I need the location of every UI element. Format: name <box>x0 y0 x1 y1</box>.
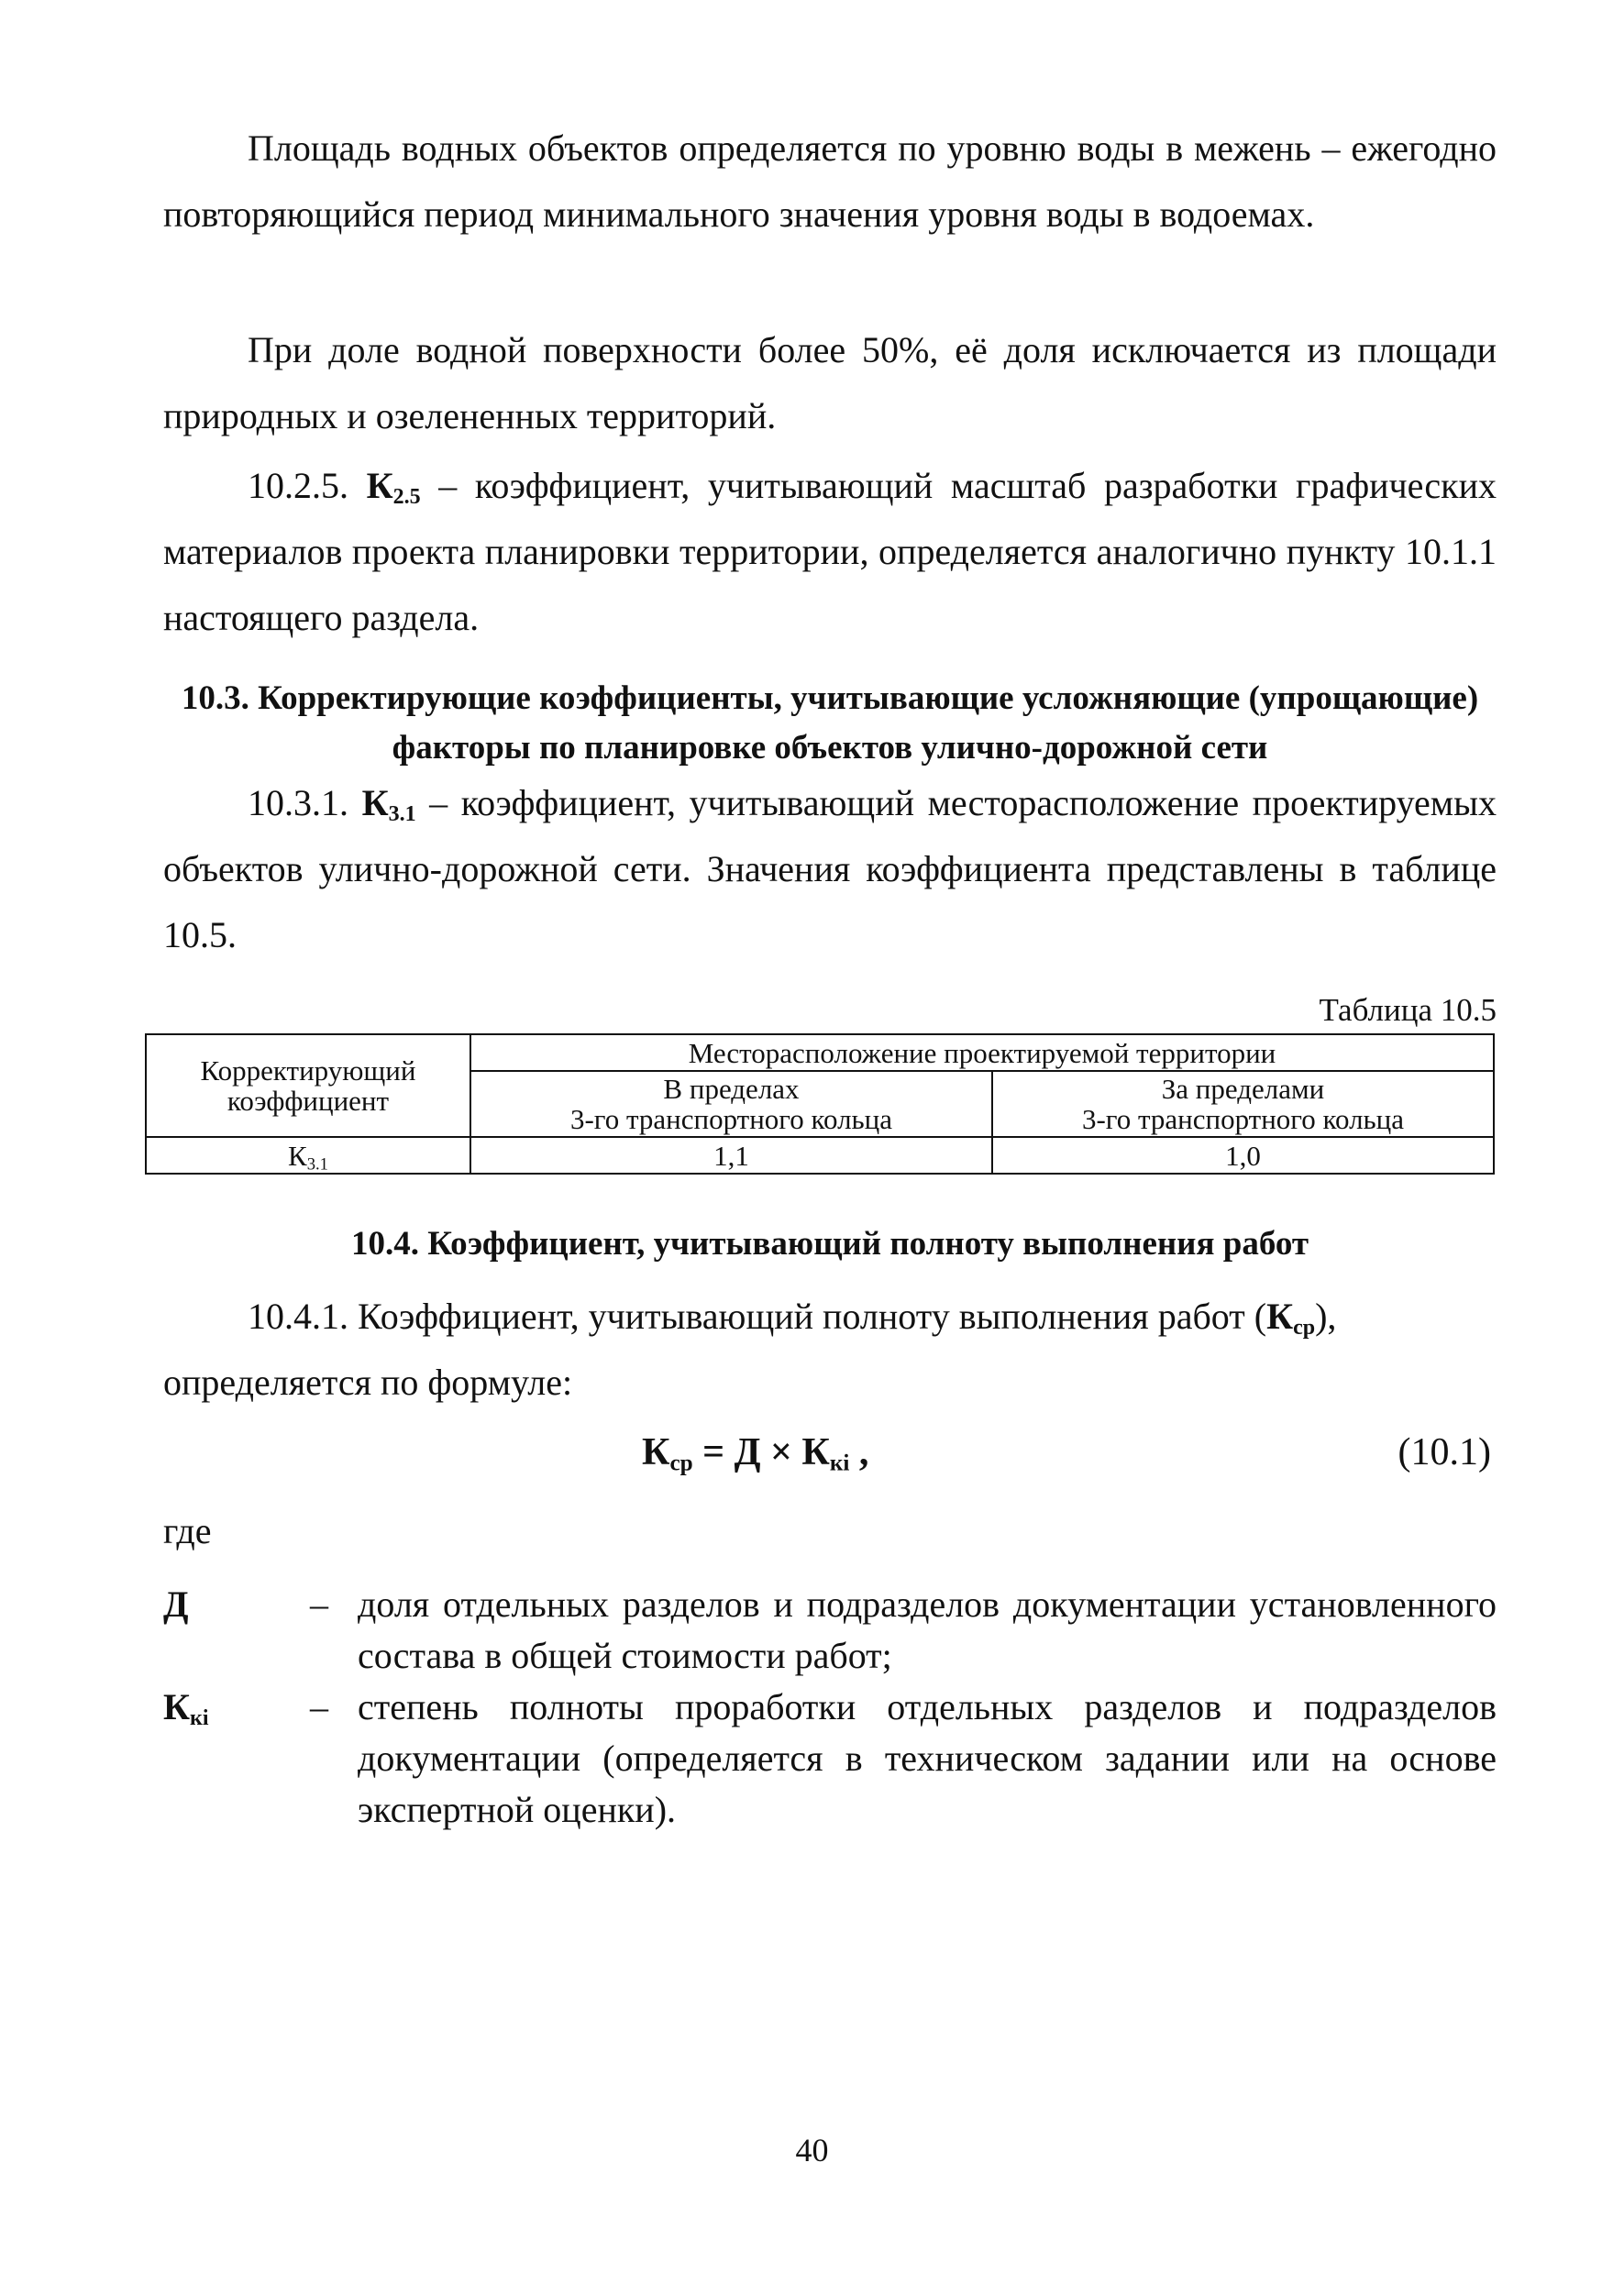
paragraph-10-4-1: 10.4.1. Коэффициент, учитывающий полноту выполнения работ $(К_{ср})$, <box>248 1296 1337 1340</box>
where-label: где <box>163 1510 212 1551</box>
coefficient-kcp: $К_{ср}$ <box>1266 1296 1316 1340</box>
paragraph-water-share: При доле водной поверхности более 50%, её доля исключается из площади природных и озелененных территорий. <box>163 329 1497 436</box>
table-caption: Таблица 10.5 <box>1319 992 1497 1028</box>
clause-number: 10.3.1. <box>248 782 362 823</box>
page-number: 40 <box>795 2132 829 2168</box>
clause-number: 10.2.5. <box>248 465 367 506</box>
clause-text: – коэффициент, учитывающий месторасположение проектируемых объектов улично-дорожной сети. Значения коэффициента представлены в таблице 10.5. <box>163 782 1497 955</box>
table-cell-outside-value: 1,0 <box>992 1137 1494 1174</box>
section-heading-10-4: 10.4. Коэффициент, учитывающий полноту выполнения работ <box>350 1225 1309 1263</box>
paragraph-water-area: Площадь водных объектов определяется по уровню воды в межень – ежегодно повторяющийся период минимального значения уровня воды в водоемах. <box>163 127 1497 235</box>
definition-text: доля отдельных разделов и подразделов документации установленного состава в общей стоимости работ; <box>358 1583 1497 1676</box>
table-header-coefficient: Корректирующий коэффициент <box>146 1034 470 1137</box>
paragraph-formula-intro: определяется по формуле: <box>163 1362 573 1403</box>
coefficient-k31: $К_{3.1}$ <box>361 782 416 826</box>
table-cell-inside-value: 1,1 <box>470 1137 992 1174</box>
table-cell-coefficient: $К_{3.1}$ <box>146 1137 470 1174</box>
coefficient-k25: $К_{2.5}$ <box>366 465 421 509</box>
definition-kki: $К_{кі}$ – степень полноты проработки отдельных разделов и подразделов документации (определяется в техническом задании или на основе экспертной оценки). <box>163 1682 1497 1836</box>
definition-symbol: Д <box>163 1583 189 1625</box>
coefficient-table <box>145 1033 1495 1175</box>
formula-10-1: $К_{ср} = Д \times К_{кі}$ , <box>642 1431 869 1476</box>
table-header-inside-ring: В пределах 3-го транспортного кольца <box>470 1071 992 1137</box>
formula-number: (10.1) <box>1398 1431 1491 1473</box>
table-header-location: Месторасположение проектируемой территории <box>470 1034 1494 1071</box>
definition-d: Д – доля отдельных разделов и подразделов документации установленного состава в общей стоимости работ; <box>163 1579 1497 1682</box>
definition-text: степень полноты проработки отдельных разделов и подразделов документации (определяется в техническом задании или на основе экспертной оценки). <box>358 1686 1497 1830</box>
section-heading-10-3: 10.3. Корректирующие коэффициенты, учитывающие усложняющие (упрощающие) факторы по планировке объектов улично-дорожной сети <box>181 679 1479 767</box>
definition-symbol: $К_{кі}$ <box>163 1686 209 1730</box>
table-header-outside-ring: За пределами 3-го транспортного кольца <box>992 1071 1494 1137</box>
paragraph-10-3-1 <box>163 770 1497 968</box>
clause-text: – коэффициент, учитывающий масштаб разработки графических материалов проекта планировки территории, определяется аналогично пункту 10.1.1 настоящего раздела. <box>163 465 1497 638</box>
paragraph-10-2-5 <box>163 453 1497 651</box>
